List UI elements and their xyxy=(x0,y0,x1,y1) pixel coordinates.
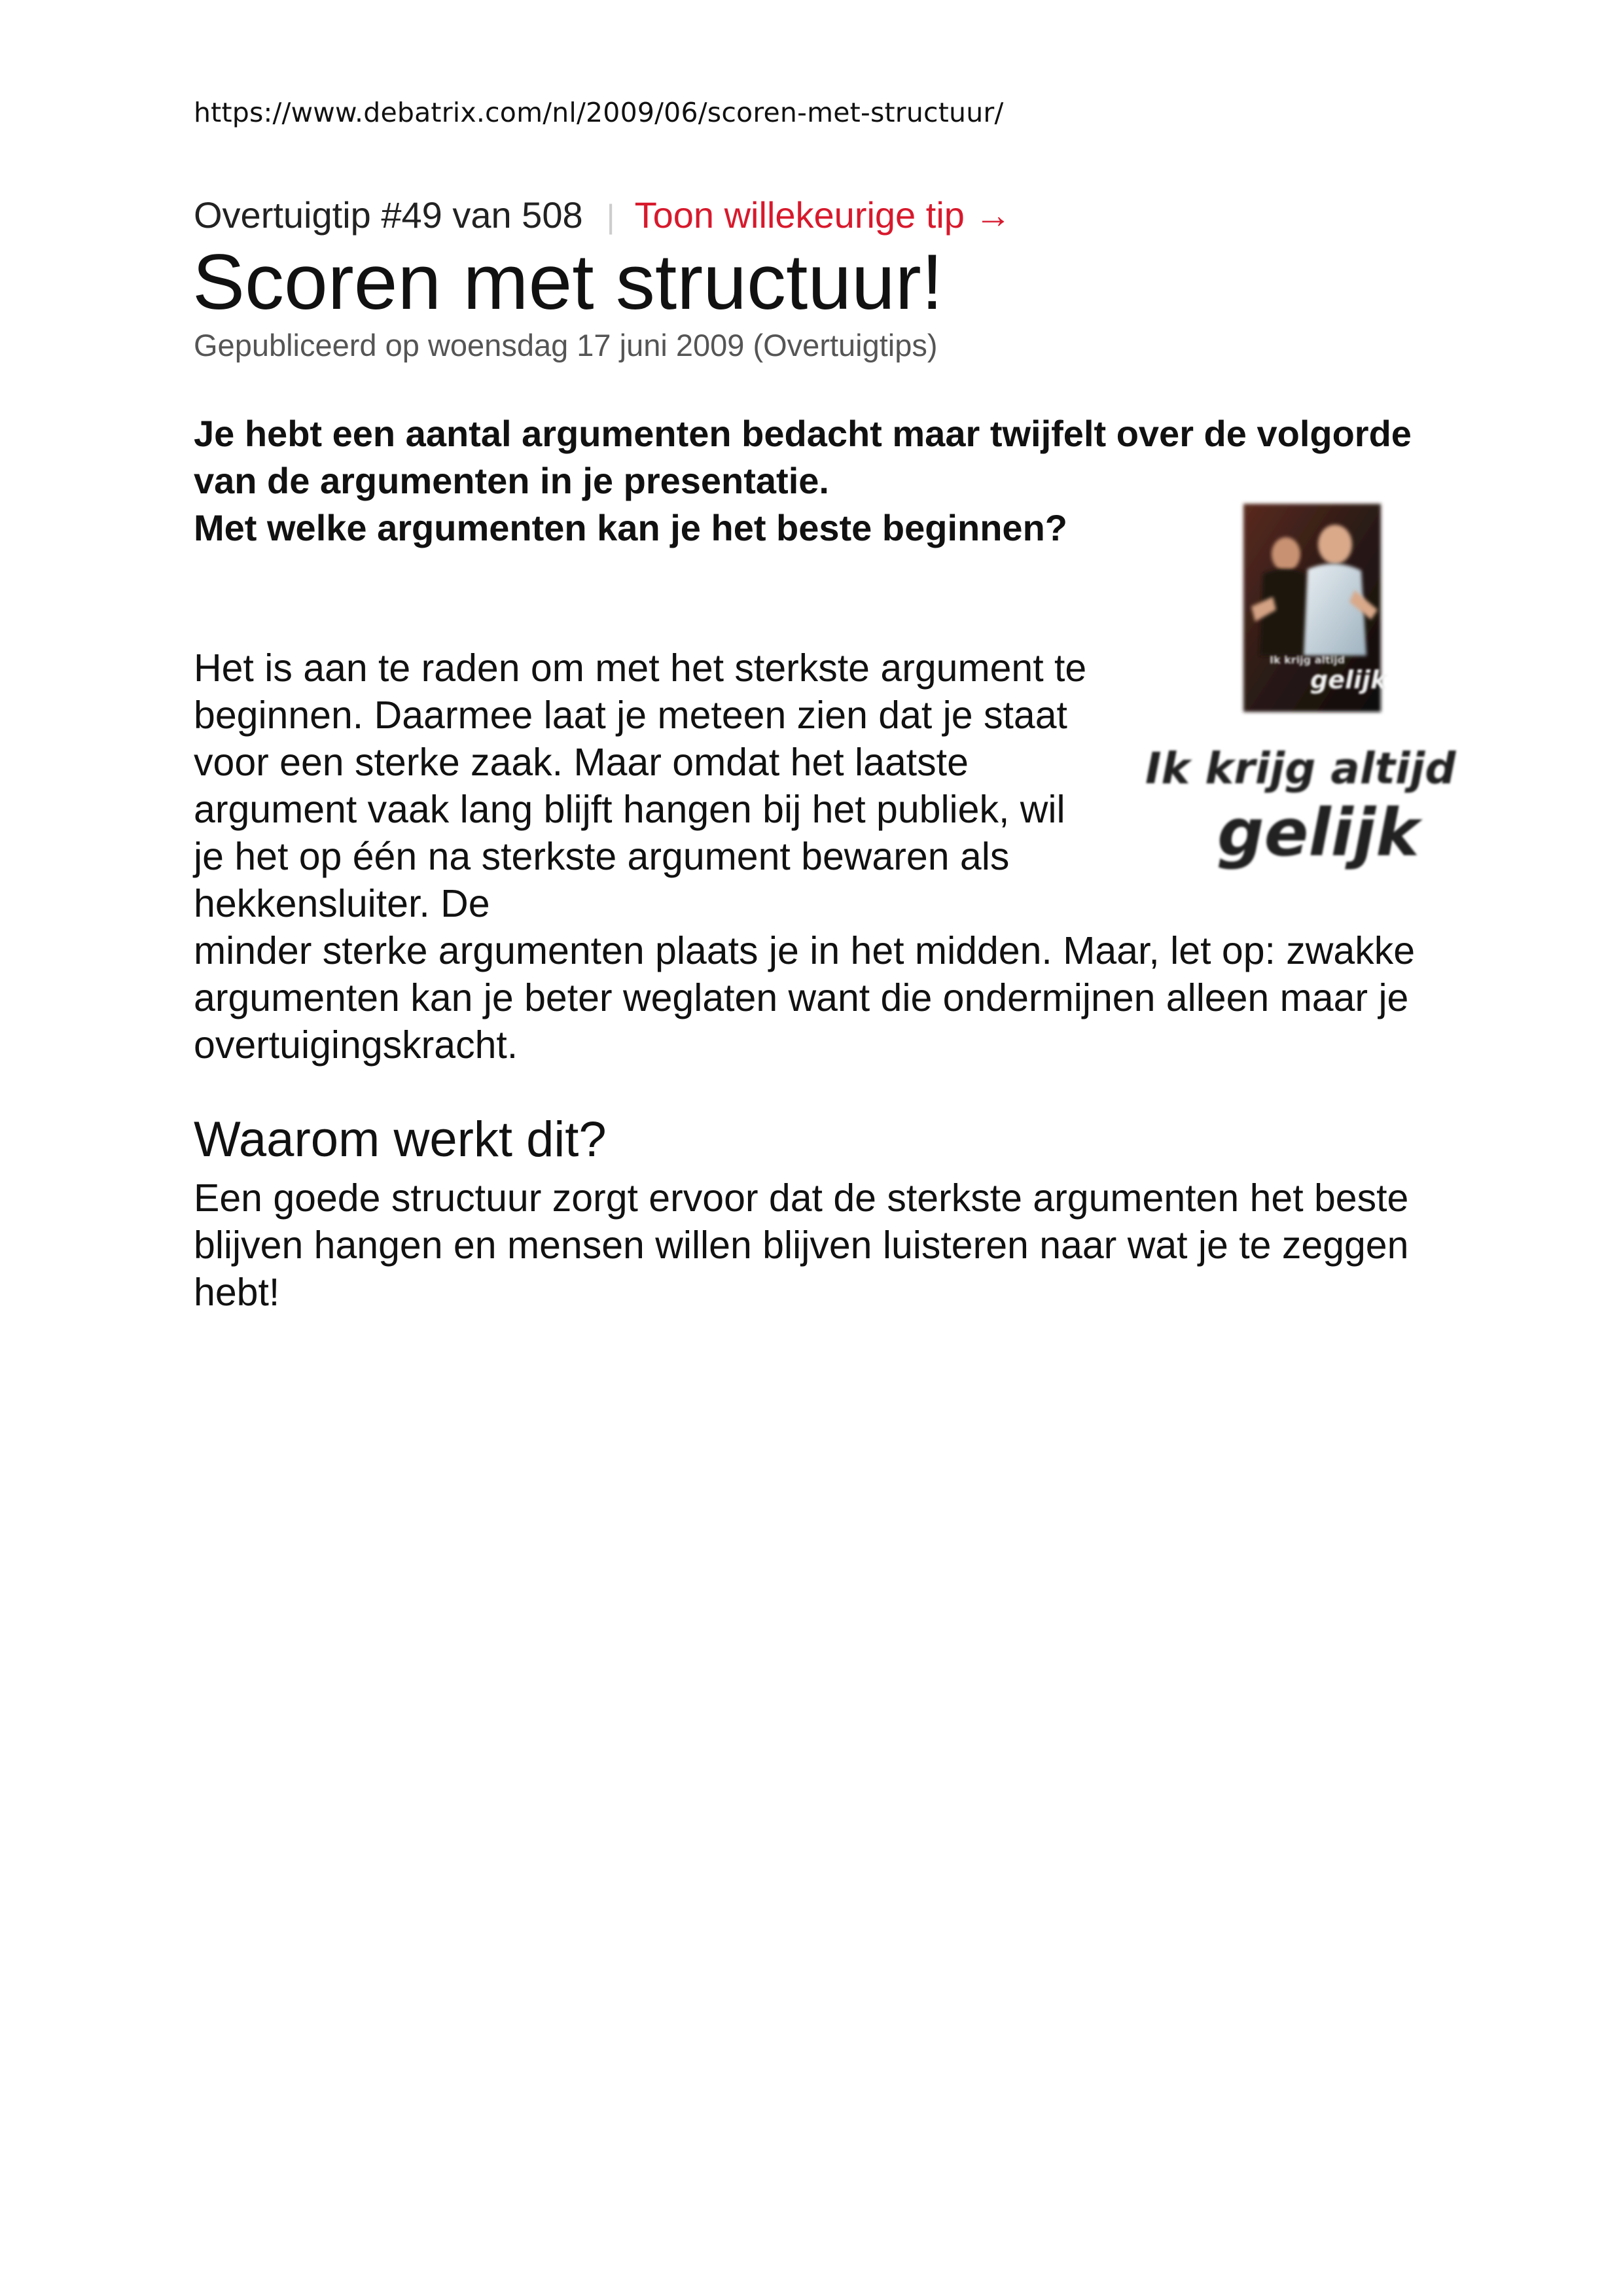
random-tip-link[interactable]: Toon willekeurige tip → xyxy=(634,194,1012,236)
tip-separator: | xyxy=(606,198,615,235)
section-heading: Waarom werkt dit? xyxy=(194,1112,607,1167)
lead-question-2: Met welke argumenten kan je het beste beginnen? xyxy=(194,507,1067,548)
body-text-continued: minder sterke argumenten plaats je in het midden. Maar, let op: zwakke argumenten kan je beter weglaten want die ondermijnen alleen maar je overtuigingskracht. xyxy=(194,929,1416,1067)
image-caption-line-2: gelijk xyxy=(1217,794,1419,871)
article-body xyxy=(194,645,1437,1069)
source-url: https://www.debatrix.com/nl/2009/06/scoren-met-structuur/ xyxy=(194,97,1004,128)
tip-navigation xyxy=(194,194,1011,236)
lead-question-1: Je hebt een aantal argumenten bedacht maar twijfelt over de volgorde van de argumenten in je presentatie. xyxy=(194,413,1412,501)
cover-title-large: gelijk xyxy=(1310,665,1387,694)
body-text-wrapped: Het is aan te raden om met het sterkste argument te beginnen. Daarmee laat je meteen zien dat je staat voor een sterke zaak. Maar omdat het laatste argument vaak lang blijft hangen bij het publiek, wil je het op één na sterkste argument bewaren als hekkensluiter. De xyxy=(194,646,1087,925)
article-title: Scoren met structuur! xyxy=(192,238,944,326)
cover-title-small: Ik krijg altijd xyxy=(1270,654,1346,666)
image-caption-line-1: Ik krijg altijd xyxy=(1145,743,1456,794)
published-date: Gepubliceerd op woensdag 17 juni 2009 (Overtuigtips) xyxy=(194,328,938,362)
section-body: Een goede structuur zorgt ervoor dat de sterkste argumenten het beste blijven hangen en mensen willen blijven luisteren naar wat je te zeggen hebt! xyxy=(194,1176,1409,1314)
tip-counter: Overtuigtip #49 van 508 xyxy=(194,194,583,236)
